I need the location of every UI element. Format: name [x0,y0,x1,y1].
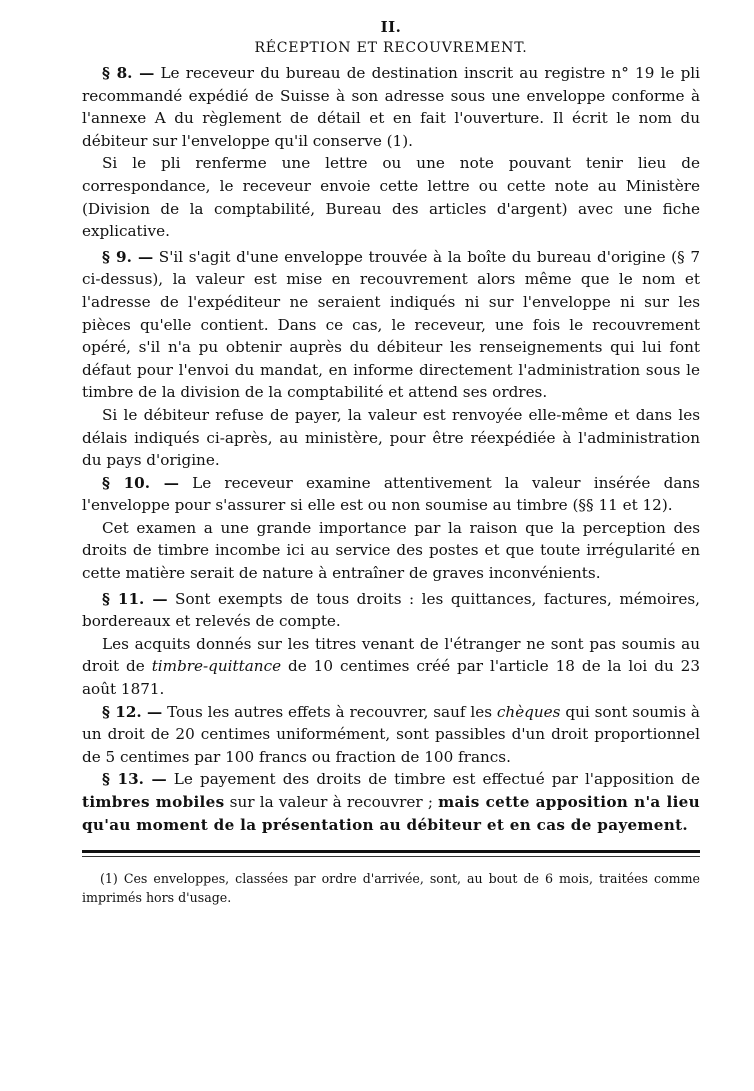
paragraph-art-8-cont [82,152,700,242]
italic-term: timbre-quittance [151,657,282,676]
document-page [82,18,700,907]
paragraph-text: Le receveur du bureau de destination inscrit au registre n° 19 le pli recommandé expédié de Suisse à son adresse sous une enveloppe conforme à l'annexe A du règlement de détail et en fait l'ouverture. Il écrit le nom du débiteur sur l'enveloppe qu'il conserve (1). [82,64,701,150]
paragraph-text: S'il s'agit d'une enveloppe trouvée à la boîte du bureau d'origine (§ 7 ci-dessus), la valeur est mise en recouvrement alors même que le nom et l'adresse de l'expéditeur ne seraient indiqués ni sur l'enveloppe ni sur les pièces qu'elle contient. Dans ce cas, le receveur, une fois le recouvrement opéré, s'il n'a pu obtenir auprès du débiteur les renseignements qui lui font défaut pour l'envoi du mandat, en informe directement l'administration sous le timbre de la division de la comptabilité et attend ses ordres. [82,247,700,402]
footnote-divider-thin [82,856,700,857]
article-ref: § 10. — [102,473,179,492]
paragraph-art-10 [82,472,700,517]
paragraph-art-9 [82,246,700,404]
paragraph-text: Le payement des droits de timbre est effectué par l'apposition de [166,770,700,789]
bold-clause: mais cette apposition n'a lieu qu'au moment de la présentation au débiteur et en cas de payement. [82,793,700,834]
paragraph-art-8 [82,62,700,152]
paragraph-text: de 10 centimes créé par l'article 18 de la loi du 23 août 1871. [82,657,700,699]
section-title: RÉCEPTION ET RECOUVREMENT. [254,40,528,56]
bold-term: timbres mobiles [82,793,225,811]
article-ref: § 8. — [102,64,155,82]
paragraph-text: Le receveur examine attentivement la valeur insérée dans l'enveloppe pour s'assurer si elle est ou non soumise au timbre (§§ 11 et 12). [82,473,700,515]
paragraph-art-13 [82,768,700,836]
footnote-divider [82,850,700,853]
paragraph-text: Si le pli renferme une lettre ou une note pouvant tenir lieu de correspondance, le receveur envoie cette lettre ou cette note au Ministère (Division de la comptabilité, Bureau des articles d'argent) avec une fiche explicative. [82,154,700,241]
article-ref: § 11. — [102,589,168,608]
paragraph-text: Tous les autres effets à recouvrer, sauf les [162,702,497,721]
article-ref: § 13. — [102,770,167,789]
section-number: II. [380,18,402,36]
paragraph-art-9-cont [82,404,700,472]
paragraph-art-10-cont [82,517,700,585]
paragraph-text: Cet examen a une grande importance par la raison que la perception des droits de timbre incombe ici au service des postes et que toute irrégularité en cette matière serait de nature à entraîner de graves inconvénients. [82,518,700,583]
italic-term: chèques [496,702,561,721]
article-ref: § 12. — [102,702,163,721]
article-ref: § 9. — [102,247,154,266]
paragraph-text: Les acquits donnés sur les titres venant de l'étranger ne sont pas soumis au droit de [82,634,700,676]
paragraph-art-11 [82,588,700,633]
paragraph-text: qui sont soumis à un droit de 20 centimes uniformément, sont passibles d'un droit proportionnel de 5 centimes par 100 francs ou fraction de 100 francs. [82,702,700,766]
footnote: (1) Ces enveloppes, classées par ordre d'arrivée, sont, au bout de 6 mois, traitées comme imprimés hors d'usage. [82,871,700,906]
paragraph-text: Sont exempts de tous droits : les quittances, factures, mémoires, bordereaux et relevés de compte. [82,589,700,631]
paragraph-text: Si le débiteur refuse de payer, la valeur est renvoyée elle-même et dans les délais indiqués ci-après, au ministère, pour être réexpédiée à l'administration du pays d'origine. [82,405,700,470]
paragraph-art-11-cont [82,633,700,701]
paragraph-text: sur la valeur à recouvrer ; [224,793,439,811]
paragraph-art-12 [82,701,700,769]
